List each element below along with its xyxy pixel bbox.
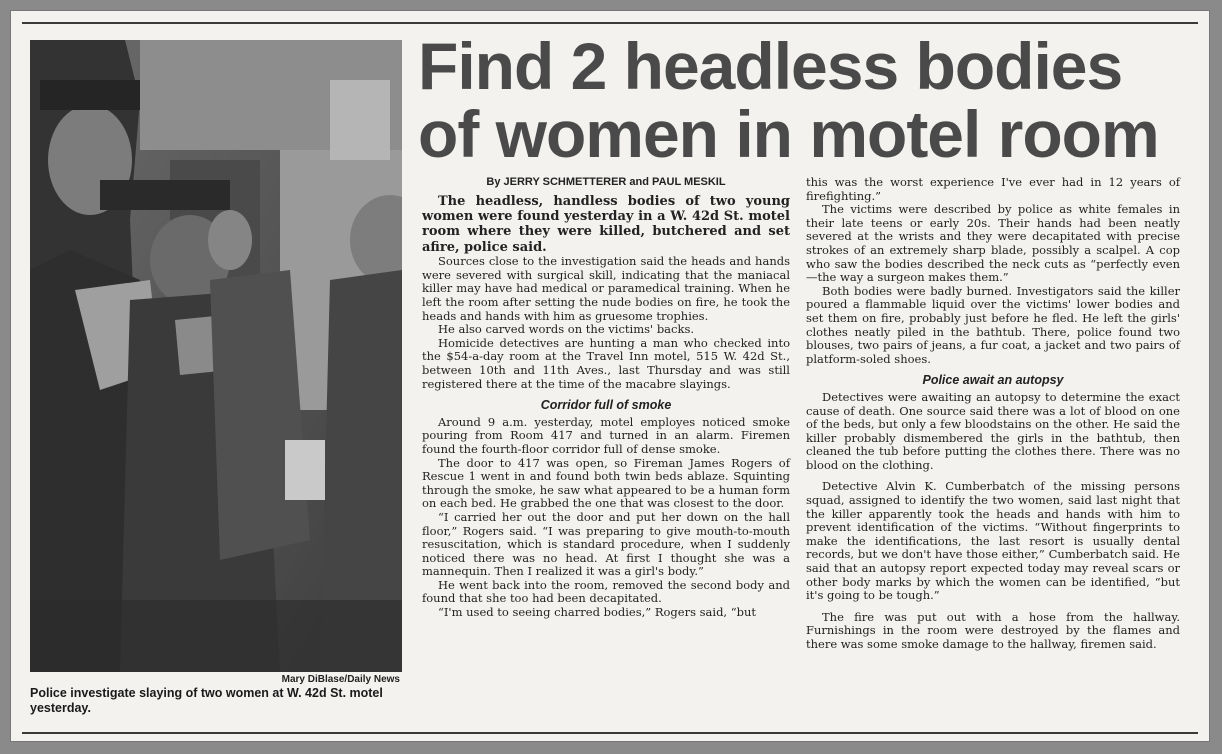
paragraph: The door to 417 was open, so Fireman James Rogers of Rescue 1 went in and found both twin beds ablaze. Squinting through the smoke, he saw what appeared to be a human form on each bed. He grabbed the one that was closest to the door.: [422, 455, 790, 511]
headline: [418, 29, 1198, 171]
photo-credit: Mary DiBlase/Daily News: [281, 674, 400, 685]
paragraph: Homicide detectives are hunting a man who checked into the $54-a-day room at the Travel Inn motel, 515 W. 42d St., between 10th and 11th Aves., last Thursday and was still registered there at the time of the macabre slayings.: [422, 335, 790, 391]
photo-caption: Police investigate slaying of two women at W. 42d St. motel yesterday.: [30, 686, 383, 715]
top-rule: [22, 22, 1198, 24]
paragraph: He also carved words on the victims' backs.: [438, 322, 694, 337]
paragraph: He went back into the room, removed the second body and found that she too had been decapitated.: [422, 577, 790, 606]
paragraph: this was the worst experience I've ever had in 12 years of firefighting.”: [806, 175, 1180, 203]
headline-line-2: of women in motel room: [418, 97, 1159, 171]
paragraph: “I carried her out the door and put her down on the hall floor,” Rogers said. “I was preparing to give mouth-to-mouth resuscitation, which is standard procedure, when I suddenly noticed there was no head. At first I thought she was a mannequin. Then I realized it was a girl's body.”: [422, 509, 790, 579]
article-column-2: [806, 176, 1180, 652]
byline: By JERRY SCHMETTERER and PAUL MESKIL: [486, 176, 726, 188]
paragraph: “I'm used to seeing charred bodies,” Rogers said, “but: [438, 605, 757, 620]
paragraph: Sources close to the investigation said the heads and hands were severed with surgical skill, indicating that the maniacal killer may have had medical or paramedical training. When he left the room after setting the nude bodies on fire, he took the heads and hands with him as gruesome trophies.: [422, 254, 790, 323]
paragraph: The victims were described by police as white females in their late teens or early 20s. Their hands had been neatly severed at the wrists and they were decapitated with precise strokes of an extremely sharp blade, possibly a scalpel. A cop who saw the bodies described the neck cuts as “perfectly even—the way a surgeon makes them.”: [806, 202, 1180, 285]
newspaper-clipping: [10, 10, 1210, 742]
lead-paragraph: The headless, handless bodies of two young women were found yesterday in a W. 42d St. motel room where they were killed, butchered and set afire, police said.: [422, 193, 790, 255]
paragraph: Around 9 a.m. yesterday, motel employes noticed smoke pouring from Room 417 and turned in an alarm. Firemen found the fourth-floor corridor full of dense smoke.: [422, 414, 790, 456]
headline-line-1: Find 2 headless bodies: [418, 29, 1123, 103]
subhead: Police await an autopsy: [922, 373, 1064, 388]
article-column-1: [422, 176, 790, 620]
subhead: Corridor full of smoke: [540, 398, 672, 413]
paragraph: Detective Alvin K. Cumberbatch of the missing persons squad, assigned to identify the two women, said last night that the killer apparently took the heads and hands with him to prevent identification of the victims. “Without fingerprints to make the identifications, the last resort is usually dental records, but we don't have those either,” Cumberbatch said. He said that an autopsy report expected today may reveal scars or other body marks by which the women can be identified, “but it's going to be tough.”: [806, 479, 1180, 603]
paragraph: Detectives were awaiting an autopsy to determine the exact cause of death. One source said there was a lot of blood on one of the beds, but only a few bloodstains on the other. He said the killer probably dismembered the girls in the bathtub, then cleaned the tub before putting the clothes there. There was no blood on the clothing.: [806, 389, 1180, 472]
news-photo: [30, 40, 402, 672]
paragraph: The fire was put out with a hose from the hallway. Furnishings in the room were destroyed by the flames and there was some smoke damage to the hallway, firemen said.: [806, 609, 1180, 651]
bottom-rule: [22, 732, 1198, 734]
paragraph: Both bodies were badly burned. Investigators said the killer poured a flammable liquid over the victims' lower bodies and set them on fire, probably just before he fled. He left the girls' clothes neatly piled in the bathtub. There, police found two blouses, two pairs of jeans, a fur coat, a jacket and two pairs of platform-soled shoes.: [806, 283, 1180, 366]
